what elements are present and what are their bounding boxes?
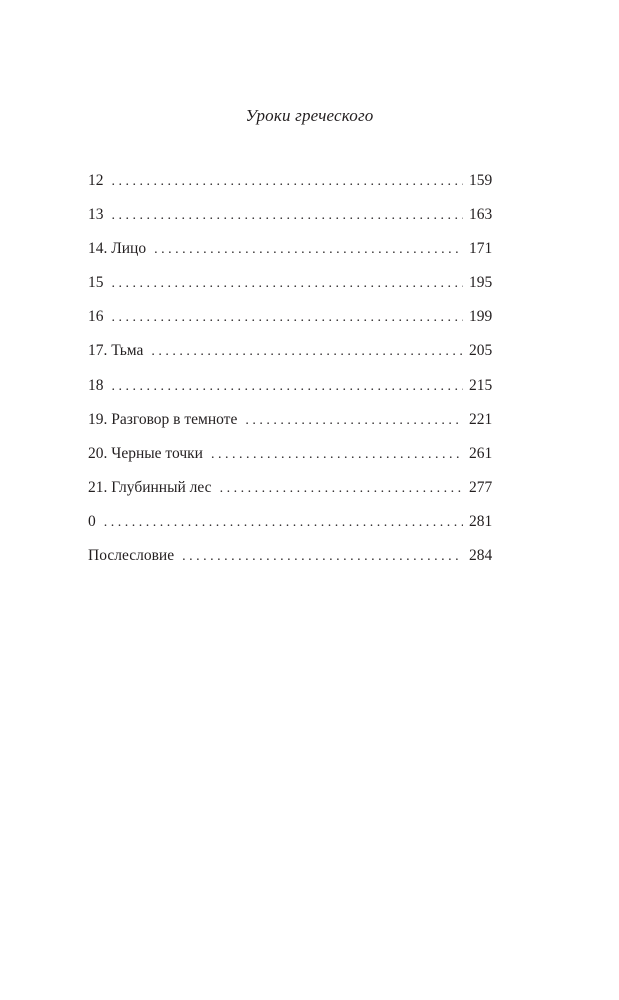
- dot-leader: [104, 512, 463, 534]
- dot-leader: [112, 171, 464, 193]
- toc-entry[interactable]: [88, 340, 491, 374]
- dot-leader: [112, 376, 464, 398]
- toc-entry-title: 18: [88, 376, 104, 394]
- toc-entry-page: 221: [469, 410, 493, 428]
- toc-entry-page: 215: [469, 376, 493, 394]
- dot-leader: [182, 546, 463, 568]
- toc-entry-title: 13: [88, 206, 104, 224]
- toc-entry[interactable]: [88, 477, 491, 511]
- dot-leader: [211, 444, 463, 466]
- dot-leader: [245, 410, 463, 432]
- toc-entry-title: 19. Разговор в темноте: [88, 410, 238, 428]
- dot-leader: [151, 341, 463, 363]
- toc-entry-page: 163: [469, 206, 493, 224]
- running-head: Уроки греческого: [245, 106, 374, 125]
- toc-entry[interactable]: [88, 170, 491, 204]
- dot-leader: [112, 205, 464, 227]
- toc-entry-title: 21. Глубинный лес: [88, 478, 212, 496]
- toc-entry-page: 195: [469, 274, 493, 292]
- toc-entry[interactable]: [88, 306, 491, 340]
- toc-entry-page: 159: [469, 172, 493, 189]
- toc-entry-page: 281: [469, 512, 493, 530]
- toc-entry[interactable]: [88, 204, 491, 238]
- dot-leader: [112, 307, 464, 329]
- toc-entry-title: 16: [88, 308, 104, 326]
- toc-entry[interactable]: [88, 545, 491, 579]
- toc-entry-page: 199: [469, 308, 493, 326]
- toc-entry-page: 284: [469, 547, 493, 565]
- toc-entry-title: Послесловие: [88, 547, 175, 565]
- toc-entry[interactable]: [88, 409, 491, 443]
- toc-entry[interactable]: [88, 443, 491, 477]
- toc-entry-title: 20. Черные точки: [88, 444, 203, 462]
- toc-entry-title: 12: [88, 172, 104, 189]
- toc-entry[interactable]: [88, 238, 491, 272]
- toc-entry-page: 171: [469, 240, 493, 258]
- toc-entry[interactable]: [88, 272, 491, 306]
- dot-leader: [220, 478, 463, 500]
- toc-entry[interactable]: [88, 375, 491, 409]
- toc-entry-page: 261: [469, 444, 493, 462]
- toc-entry[interactable]: [88, 511, 491, 545]
- toc-entry-title: 0: [88, 512, 96, 530]
- dot-leader: [112, 273, 464, 295]
- toc-entry-page: 277: [469, 478, 493, 496]
- toc-entry-title: 15: [88, 274, 104, 292]
- toc-entry-title: 14. Лицо: [88, 240, 147, 258]
- dot-leader: [154, 239, 463, 261]
- table-of-contents: [88, 170, 491, 579]
- toc-entry-page: 205: [469, 342, 493, 360]
- toc-entry-title: 17. Тьма: [88, 342, 144, 360]
